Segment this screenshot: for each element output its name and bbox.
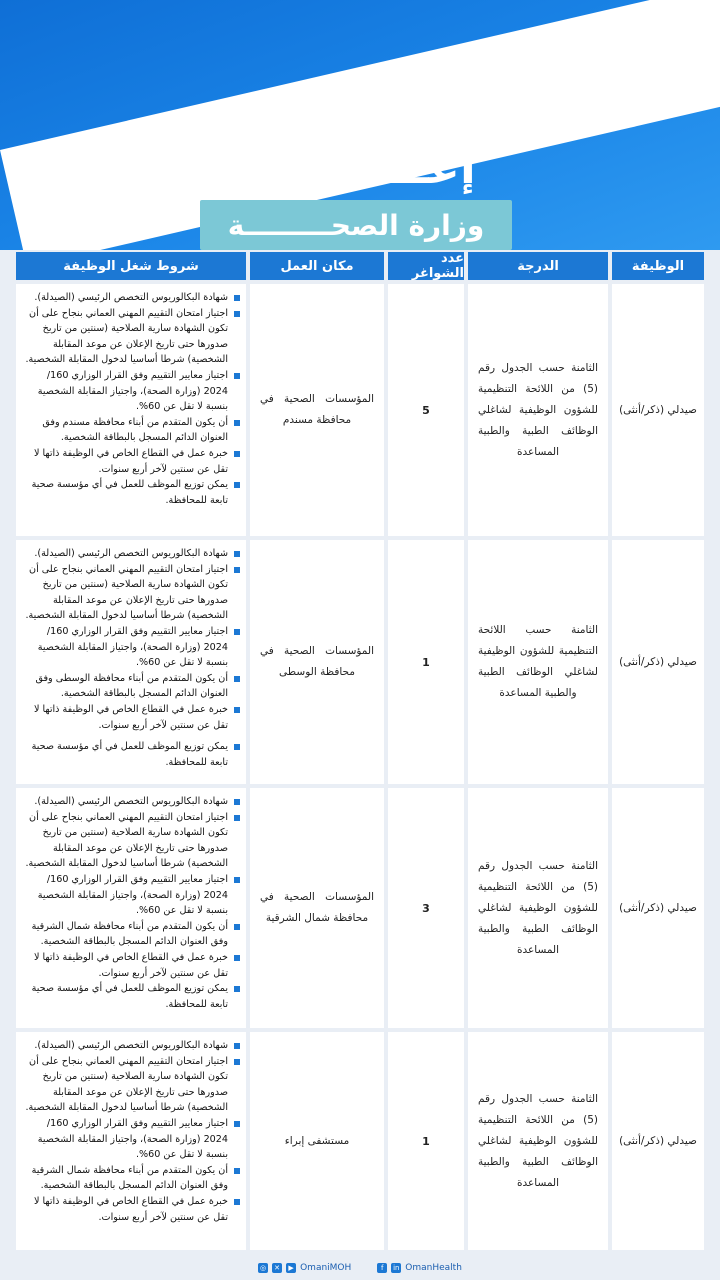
header-conditions: شروط شغل الوظيفة — [16, 252, 246, 280]
header-banner — [0, 0, 720, 250]
table-row — [16, 540, 704, 784]
list-item: شهادة البكالوريوس التخصص الرئيسي (الصيدلة). — [24, 794, 240, 810]
facebook-icon[interactable]: f — [377, 1263, 387, 1273]
list-item: اجتياز معايير التقييم وفق القرار الوزاري 160/ 2024 (وزارة الصحة)، واجتياز المقابلة الشخصية بنسبة لا تقل عن 60%. — [24, 624, 240, 671]
cell-place: المؤسسات الصحية في محافظة شمال الشرقية — [250, 788, 384, 1028]
cell-place: مستشفى إبراء — [250, 1032, 384, 1250]
list-item: شهادة البكالوريوس التخصص الرئيسي (الصيدلة). — [24, 1038, 240, 1054]
list-item: شهادة البكالوريوس التخصص الرئيسي (الصيدلة). — [24, 290, 240, 306]
cell-job: صيدلي (ذكر/أنثى) — [612, 1032, 704, 1250]
list-item: اجتياز امتحان التقييم المهني العماني بنجاح على أن تكون الشهادة سارية الصلاحية (سنتين من تاريخ صدورها حتى تاريخ الإعلان عن موعد المقابلة الشخصية) شرطا أساسيا لدخول المقابلة الشخصية. — [24, 1054, 240, 1116]
conditions-list — [24, 546, 240, 770]
conditions-list — [24, 794, 240, 1012]
cell-conditions — [16, 1032, 246, 1250]
table-row — [16, 788, 704, 1028]
cell-count: 5 — [388, 284, 464, 536]
social-group-2 — [377, 1263, 462, 1273]
instagram-icon[interactable]: ◎ — [260, 1264, 267, 1272]
cell-grade: الثامنة حسب الجدول رقم (5) من اللائحة التنظيمية للشؤون الوظيفية لشاغلي الوظائف الطبية والطبية المساعدة — [468, 284, 608, 536]
table-row — [16, 1032, 704, 1250]
list-item: أن يكون المتقدم من أبناء محافظة الوسطى وفق العنوان الدائم المسجل بالبطاقة الشخصية. — [24, 671, 240, 702]
cell-place: المؤسسات الصحية في محافظة الوسطى — [250, 540, 384, 784]
list-item: يمكن توزيع الموظف للعمل في أي مؤسسة صحية تابعة للمحافظة. — [24, 739, 240, 770]
oman-emblem-icon — [606, 30, 690, 114]
cell-grade: الثامنة حسب الجدول رقم (5) من اللائحة التنظيمية للشؤون الوظيفية لشاغلي الوظائف الطبية والطبية المساعدة — [468, 1032, 608, 1250]
list-item: اجتياز امتحان التقييم المهني العماني بنجاح على أن تكون الشهادة سارية الصلاحية (سنتين من تاريخ صدورها حتى تاريخ الإعلان عن موعد المقابلة الشخصية) شرطا أساسيا لدخول المقابلة الشخصية. — [24, 306, 240, 368]
list-item: اجتياز امتحان التقييم المهني العماني بنجاح على أن تكون الشهادة سارية الصلاحية (سنتين من تاريخ صدورها حتى تاريخ الإعلان عن موعد المقابلة الشخصية) شرطا أساسيا لدخول المقابلة الشخصية. — [24, 562, 240, 624]
table-row — [16, 284, 704, 536]
cell-conditions — [16, 788, 246, 1028]
list-item: خبرة عمل في القطاع الخاص في الوظيفة ذاتها لا تقل عن سنتين لآخر أربع سنوات. — [24, 446, 240, 477]
cell-conditions — [16, 284, 246, 536]
list-item: أن يكون المتقدم من أبناء محافظة شمال الشرقية وفق العنوان الدائم المسجل بالبطاقة الشخصية. — [24, 919, 240, 950]
list-item: اجتياز معايير التقييم وفق القرار الوزاري 160/ 2024 (وزارة الصحة)، واجتياز المقابلة الشخصية بنسبة لا تقل عن 60%. — [24, 872, 240, 919]
cell-place: المؤسسات الصحية في محافظة مسندم — [250, 284, 384, 536]
jobs-table — [16, 252, 704, 1250]
list-item: خبرة عمل في القطاع الخاص في الوظيفة ذاتها لا تقل عن سنتين لآخر أربع سنوات. — [24, 950, 240, 981]
conditions-list — [24, 1038, 240, 1225]
header-grade: الدرجة — [468, 252, 608, 280]
list-item: اجتياز امتحان التقييم المهني العماني بنجاح على أن تكون الشهادة سارية الصلاحية (سنتين من تاريخ صدورها حتى تاريخ الإعلان عن موعد المقابلة الشخصية) شرطا أساسيا لدخول المقابلة الشخصية. — [24, 810, 240, 872]
conditions-list — [24, 290, 240, 508]
list-item: اجتياز معايير التقييم وفق القرار الوزاري 160/ 2024 (وزارة الصحة)، واجتياز المقابلة الشخصية بنسبة لا تقل عن 60%. — [24, 368, 240, 415]
list-item: يمكن توزيع الموظف للعمل في أي مؤسسة صحية تابعة للمحافظة. — [24, 981, 240, 1012]
cell-job: صيدلي (ذكر/أنثى) — [612, 788, 704, 1028]
youtube-icon[interactable]: ▶ — [286, 1263, 296, 1273]
cell-job: صيدلي (ذكر/أنثى) — [612, 540, 704, 784]
social-footer — [0, 1256, 720, 1280]
page-title: إعـــــــلان — [244, 140, 476, 194]
cell-job: صيدلي (ذكر/أنثى) — [612, 284, 704, 536]
social-group-1 — [258, 1263, 351, 1273]
ministry-logo — [370, 28, 690, 118]
header-place: مكان العمل — [250, 252, 384, 280]
x-icon[interactable]: ✕ — [272, 1263, 282, 1273]
logo-arabic-text: وزارة الصحة — [441, 38, 588, 71]
list-item: يمكن توزيع الموظف للعمل في أي مؤسسة صحية تابعة للمحافظة. — [24, 477, 240, 508]
logo-english-text: Ministry of Health — [402, 80, 588, 101]
header-count: عدد الشواغر — [388, 252, 464, 280]
header-job: الوظيفة — [612, 252, 704, 280]
cell-conditions — [16, 540, 246, 784]
cell-grade: الثامنة حسب اللائحة التنظيمية للشؤون الوظيفية لشاغلي الوظائف الطبية والطبية المساعدة — [468, 540, 608, 784]
cell-count: 1 — [388, 1032, 464, 1250]
ministry-subtitle: وزارة الصحـــــــــة — [200, 200, 512, 250]
list-item: أن يكون المتقدم من أبناء محافظة مسندم وفق العنوان الدائم المسجل بالبطاقة الشخصية. — [24, 415, 240, 446]
social-handle[interactable]: OmaniMOH — [300, 1263, 352, 1273]
cell-count: 3 — [388, 788, 464, 1028]
list-item: خبرة عمل في القطاع الخاص في الوظيفة ذاتها لا تقل عن سنتين لآخر أربع سنوات. — [24, 702, 240, 733]
social-handle[interactable]: OmanHealth — [405, 1263, 462, 1273]
list-item: أن يكون المتقدم من أبناء محافظة شمال الشرقية وفق العنوان الدائم المسجل بالبطاقة الشخصية. — [24, 1163, 240, 1194]
list-item: خبرة عمل في القطاع الخاص في الوظيفة ذاتها لا تقل عن سنتين لآخر أربع سنوات. — [24, 1194, 240, 1225]
cell-count: 1 — [388, 540, 464, 784]
cell-grade: الثامنة حسب الجدول رقم (5) من اللائحة التنظيمية للشؤون الوظيفية لشاغلي الوظائف الطبية والطبية المساعدة — [468, 788, 608, 1028]
list-item: اجتياز معايير التقييم وفق القرار الوزاري 160/ 2024 (وزارة الصحة)، واجتياز المقابلة الشخصية بنسبة لا تقل عن 60%. — [24, 1116, 240, 1163]
list-item: شهادة البكالوريوس التخصص الرئيسي (الصيدلة). — [24, 546, 240, 562]
linkedin-icon[interactable]: in — [393, 1264, 400, 1272]
table-header — [16, 252, 704, 280]
